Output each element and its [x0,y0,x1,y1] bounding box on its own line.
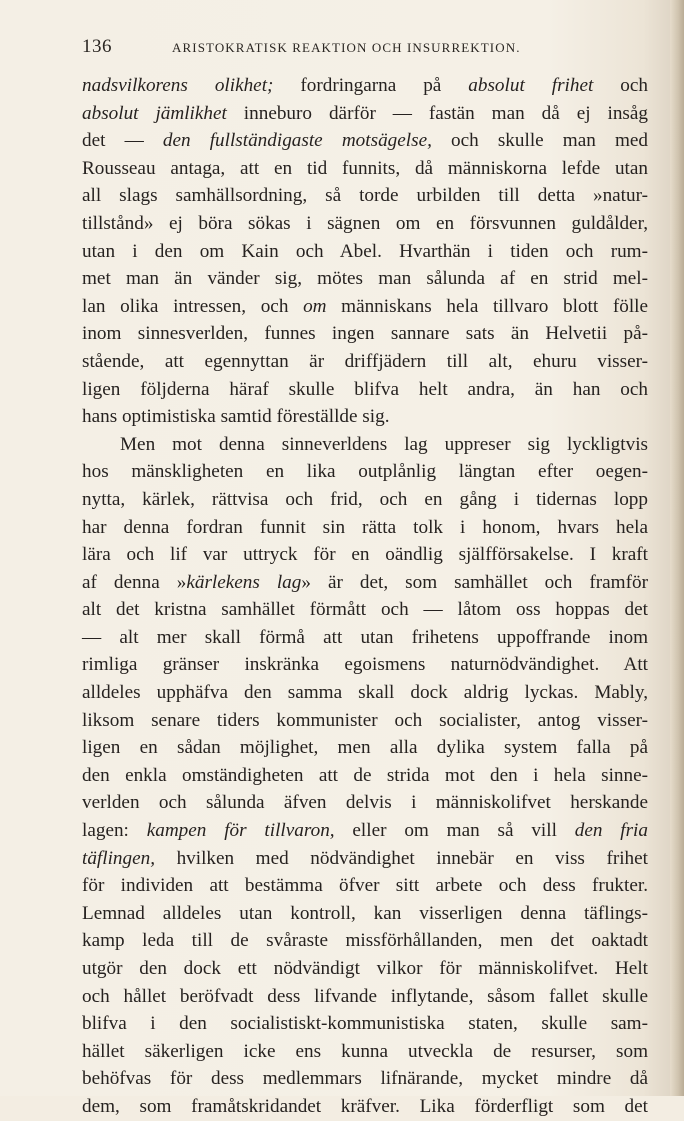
text-line [82,734,648,762]
text-segment: människans hela tillvaro blott fölle [326,295,648,317]
italic-text: kärlekens lag [186,571,302,593]
page-number: 136 [82,36,112,57]
text-segment: utan i den om Kain och Abel. Hvarthän i tiden och rum- [82,240,648,262]
page-header [82,36,642,60]
text-segment: lära och lif var uttryck för en oändlig själfförsakelse. I kraft [82,544,648,566]
text-line [82,1093,648,1121]
text-line [82,210,648,238]
italic-text: den fria [574,820,648,842]
text-line [82,927,648,955]
text-line [82,707,648,735]
text-line [82,431,648,459]
text-segment: Lemnad alldeles utan kontroll, kan visserligen denna täflings- [82,902,648,924]
text-line [82,872,648,900]
text-line [82,596,648,624]
text-segment: lagen: [82,820,147,842]
text-segment: hvilken med nödvändighet innebär en viss frihet [155,847,648,869]
text-segment: tillstånd» ej böra sökas i sägnen om en försvunnen guldålder, [82,212,648,234]
text-segment: och [593,75,648,96]
text-line [82,100,648,128]
text-segment: af denna » [82,571,187,593]
italic-text: om [303,295,327,317]
text-line [82,817,648,845]
page-edge [670,0,684,1096]
italic-text: absolut jämlikhet [82,102,227,124]
text-segment: blifva i den socialistiskt-kommunistiska staten, skulle sam- [82,1013,648,1035]
text-line [82,320,648,348]
text-segment: eller om man så vill [334,820,575,842]
text-segment: stående, att egennyttan är driffjädern till alt, ehuru visser- [82,350,648,372]
text-line [82,514,648,542]
text-line [82,72,648,100]
text-segment: utgör den dock ett nödvändigt vilkor för människolifvet. Helt [82,958,648,979]
text-segment: rimliga gränser inskränka egoismens naturnödvändighet. Att [82,654,648,676]
body-text [82,72,648,1121]
text-line [82,1065,648,1093]
text-line [82,955,648,983]
italic-text: kampen för tillvaron, [146,820,335,842]
text-segment: för individen att bestämma öfver sitt arbete och dess frukter. [82,875,648,897]
text-segment: och hållet beröfvadt dess lifvande inflytande, såsom fallet skulle [82,985,648,1007]
text-segment: kamp leda till de svåraste missförhållanden, men det oaktadt [82,930,648,952]
text-segment: verlden och sålunda äfven delvis i människolifvet herskande [82,792,648,814]
text-line [82,376,648,404]
italic-text: nadsvilkorens olikhet; [82,75,274,96]
text-line [82,293,648,321]
text-line [82,983,648,1011]
text-line [82,845,648,873]
text-segment: den enkla omständigheten att de strida mot den i hela sinne- [82,764,648,786]
text-line [82,1010,648,1038]
text-line [82,762,648,790]
text-segment: och skulle man med [431,130,648,152]
text-segment: liksom senare tiders kommunister och socialister, antog visser- [82,709,648,731]
text-line [82,182,648,210]
text-segment: ligen följderna häraf skulle blifva helt andra, än han och [82,378,648,400]
text-segment: hället säkerligen icke ens kunna utveckla de resurser, som [82,1040,648,1062]
text-segment: det — [82,130,163,152]
text-segment: inom sinnesverlden, funnes ingen sannare sats än Helvetii på- [82,323,648,345]
text-line [82,403,648,431]
text-line [82,155,648,183]
text-segment: har denna fordran funnit sin rätta tolk i honom, hvars hela [82,516,648,538]
text-line [82,900,648,928]
text-line [82,569,648,597]
text-segment: alt det kristna samhället förmått och — låtom oss hoppas det [82,599,648,621]
text-segment: inneburo därför — fastän man då ej insåg [226,102,649,124]
text-line [82,348,648,376]
text-line [82,624,648,652]
text-segment: dem, som framåtskridandet kräfver. Lika förderfligt som det [82,1095,648,1117]
italic-text: absolut frihet [468,75,594,96]
italic-text: täflingen, [82,847,156,869]
text-segment: lan olika intressen, och [82,295,304,317]
text-line [82,486,648,514]
text-segment: all slags samhällsordning, så torde urbilden till detta »natur- [82,185,648,207]
text-line [82,458,648,486]
text-segment: Men mot denna sinneverldens lag uppreser sig lyckligtvis [120,433,648,455]
text-segment: behöfvas för dess medlemmars lifnärande, mycket mindre då [82,1068,648,1090]
text-segment: met man än vänder sig, mötes man sålunda af en strid mel- [82,268,648,290]
text-line [82,1038,648,1066]
running-head: ARISTOKRATISK REAKTION OCH INSURREKTION. [172,40,521,55]
text-line [82,127,648,155]
italic-text: den fullständigaste motsägelse, [162,130,432,152]
text-segment: » är det, som samhället och framför [301,571,648,593]
text-line [82,789,648,817]
text-line [82,265,648,293]
text-line [82,238,648,266]
text-segment: Rousseau antaga, att en tid funnits, då människorna lefde utan [82,157,648,179]
text-segment: nytta, kärlek, rättvisa och frid, och en gång i tidernas lopp [82,488,648,510]
text-line [82,541,648,569]
text-segment: hans optimistiska samtid föreställde sig. [82,406,390,428]
text-segment: alldeles upphäfva den samma skall dock aldrig lyckas. Mably, [82,682,648,704]
text-segment: ligen en sådan möjlighet, men alla dylika system falla på [82,737,648,759]
text-segment: — alt mer skall förmå att utan frihetens uppoffrande inom [82,626,648,648]
text-line [82,679,648,707]
text-segment: hos mänskligheten en lika outplånlig längtan efter oegen- [82,461,648,483]
text-line [82,651,648,679]
text-segment: fordringarna på [273,75,469,96]
